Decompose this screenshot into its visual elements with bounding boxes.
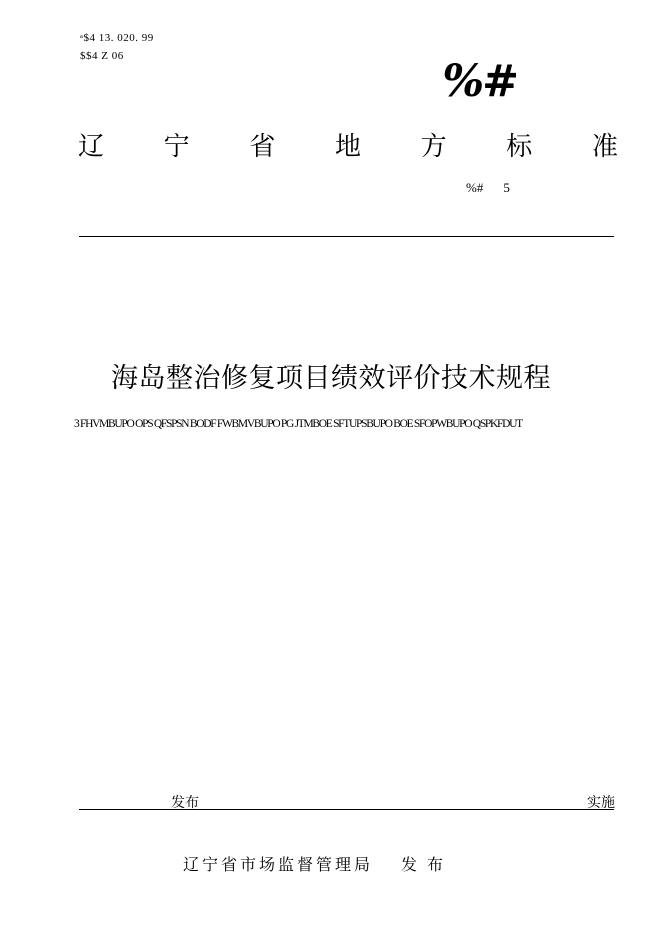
standard-title-char: 辽	[78, 132, 105, 162]
document-title: 海岛整治修复项目绩效评价技术规程	[111, 363, 551, 394]
standard-title-char: 标	[506, 132, 533, 162]
standard-title-char: 地	[334, 132, 361, 162]
standard-category-title	[78, 126, 618, 163]
document-subtitle: 3 FHVMBUPO OPS QFSPSN BODF FWBMVBUPO PG JTMBOE SFTUPSBUPO BOE SFOPWBUPO QSPKFDUT	[74, 418, 522, 430]
standard-number-value: 5	[503, 180, 510, 195]
standard-title-char: 省	[249, 132, 276, 162]
header-divider	[79, 236, 614, 237]
standard-title-char: 方	[420, 132, 447, 162]
db-logo: %#	[442, 56, 517, 107]
implement-date-label: 实施	[587, 795, 615, 811]
ics-code: ᵃ$4 13. 020. 99	[80, 32, 154, 44]
standard-title-char: 宁	[163, 132, 190, 162]
issuer-action: 发布	[401, 855, 454, 874]
publish-date-label: 发布	[171, 795, 199, 811]
standard-number	[466, 180, 510, 196]
ccs-code: $$4 Z 06	[80, 50, 124, 62]
issuer-name: 辽宁省市场监督管理局	[183, 855, 374, 874]
issuing-authority	[183, 852, 453, 875]
standard-number-prefix: %#	[466, 180, 484, 195]
standard-title-char: 准	[591, 132, 618, 162]
footer-divider	[79, 809, 614, 810]
